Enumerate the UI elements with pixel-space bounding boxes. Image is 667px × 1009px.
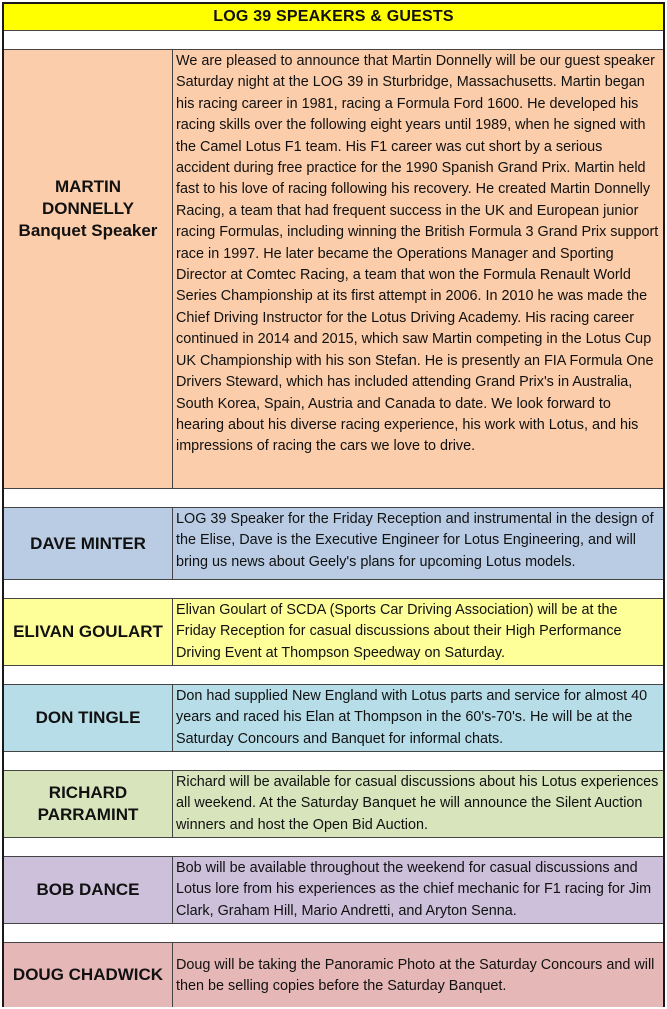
speaker-row-richard-parramint (4, 771, 663, 838)
speaker-row-don-tingle (4, 685, 663, 752)
speaker-name (4, 685, 173, 751)
speaker-description: Doug will be taking the Panoramic Photo at the Saturday Concours and will then be selling copies before the Saturday Banquet. (176, 957, 655, 995)
speaker-description: We are pleased to announce that Martin Donnelly will be our guest speaker Saturday night at the LOG 39 in Sturbridge, Massachusetts. Martin began his racing career in 1981, racing a Formula Ford 1600. He developed his racing skills over the following eight years until 1989, when he signed with the Camel Lotus F1 team. His F1 career was cut short by a serious accident during free practice for the 1990 Spanish Grand Prix. Martin held fast to his love of racing following his recovery. He created Martin Donnelly Racing, a team that had frequent success in the UK and European junior racing Formulas, including winning the British Formula 3 Grand Prix support race in 1997. He later became the Operations Manager and Sporting Director at Comtec Racing, a team that won the Formula Renault World Series Championship at its first attempt in 2006. In 2010 he was made the Chief Driving Instructor for the Lotus Driving Academy. His racing career continued in 2014 and 2015, which saw Martin competing in the Lotus Cup UK Championship with his son Stefan. He is presently an FIA Formula One Drivers Steward, which has included attending Grand Prix's in Australia, South Korea, Spain, Austria and Canada to date. We look forward to hearing about his diverse racing experience, his work with Lotus, and his impressions of racing the cars we love to drive. (176, 53, 659, 455)
spacer-row (4, 752, 663, 771)
speaker-name-line: BOB DANCE (36, 880, 140, 899)
speaker-name (4, 508, 173, 579)
table-title-text: LOG 39 SPEAKERS & GUESTS (213, 8, 454, 25)
table-title (4, 4, 663, 31)
speaker-name-line: DONNELLY (42, 199, 134, 218)
speaker-row-elivan-goulart (4, 599, 663, 666)
speaker-row-dave-minter (4, 508, 663, 580)
speaker-name-line: ELIVAN GOULART (13, 622, 163, 641)
spacer-row (4, 666, 663, 685)
speaker-name (4, 943, 173, 1007)
spacer-row (4, 580, 663, 599)
spacer-row (4, 924, 663, 943)
speaker-description: Bob will be available throughout the weekend for casual discussions and Lotus lore from his experiences as the chief mechanic for F1 racing for Jim Clark, Graham Hill, Mario Andretti, and Aryton Senna. (176, 860, 652, 919)
speaker-name-line: DOUG CHADWICK (12, 965, 164, 984)
speaker-description: Richard will be available for casual discussions about his Lotus experiences all weekend. At the Saturday Banquet he will announce the Silent Auction winners and host the Open Bid Auction. (176, 774, 659, 833)
speaker-name-line: PARRAMINT (37, 805, 139, 824)
spacer-row (4, 32, 663, 50)
speaker-name-line: DON TINGLE (35, 708, 141, 727)
speaker-name-line: DAVE MINTER (30, 533, 146, 553)
speaker-name-line: RICHARD (48, 783, 128, 802)
speaker-description: Elivan Goulart of SCDA (Sports Car Driving Association) will be at the Friday Reception for casual discussions about their High Performance Driving Event at Thompson Speedway on Saturday. (176, 602, 622, 661)
spacer-row (4, 489, 663, 508)
spacer-row (4, 838, 663, 857)
speaker-row-martin-donnelly (4, 50, 663, 489)
speaker-description: LOG 39 Speaker for the Friday Reception and instrumental in the design of the Elise, Dave is the Executive Engineer for Lotus Engineering, and will bring us news about Geely's plans for upcoming Lotus models. (176, 511, 654, 570)
speaker-name (4, 771, 173, 837)
speaker-name (4, 50, 173, 488)
speakers-table (2, 2, 665, 1007)
speaker-description: Don had supplied New England with Lotus parts and service for almost 40 years and raced his Elan at Thompson in the 60's-70's. He will be at the Saturday Concours and Banquet for informal chats. (176, 688, 648, 747)
speaker-row-doug-chadwick (4, 943, 663, 1007)
speaker-name-line: MARTIN (54, 177, 122, 196)
speaker-name (4, 857, 173, 923)
speaker-name (4, 599, 173, 665)
speaker-row-bob-dance (4, 857, 663, 924)
speaker-role: Banquet Speaker (18, 221, 158, 240)
